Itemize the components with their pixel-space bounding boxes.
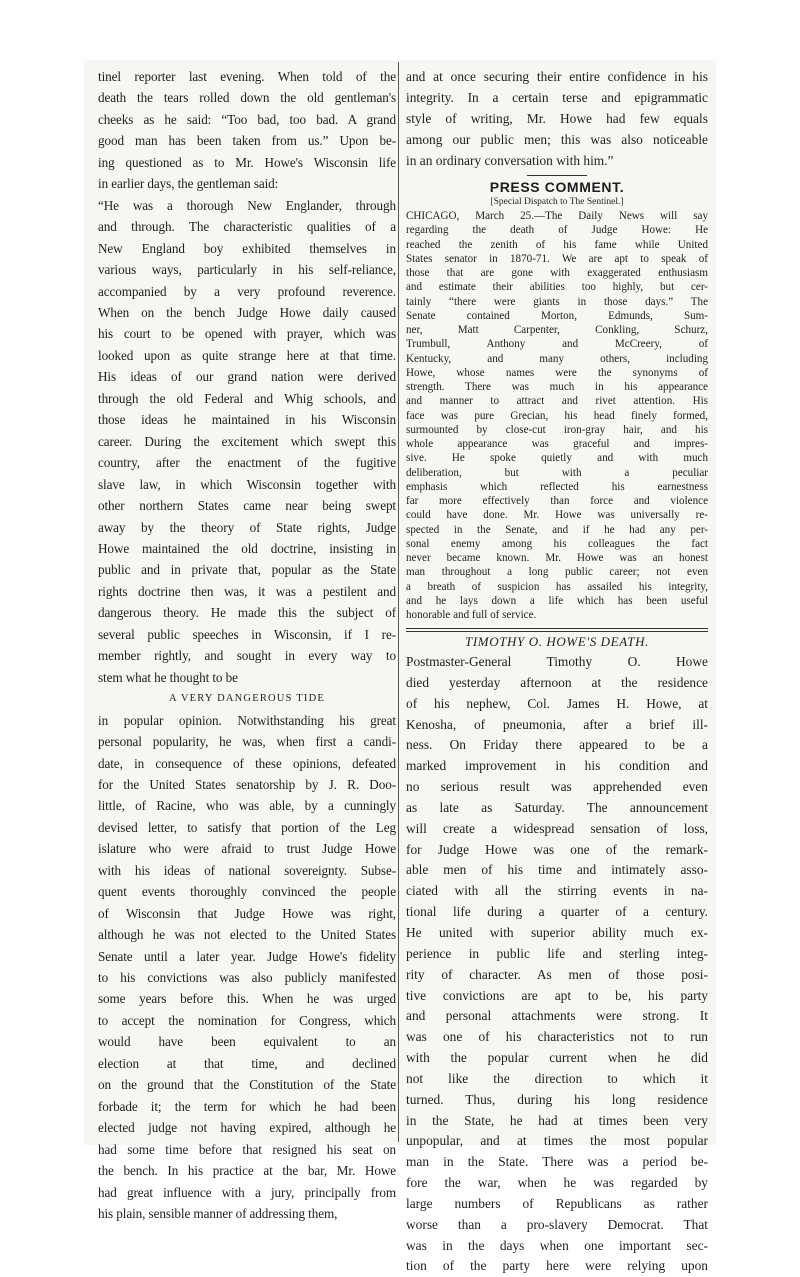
text-line: election at that time, and declined — [98, 1055, 396, 1071]
text-line: various ways, particularly in his self-reliance, — [98, 262, 396, 278]
text-line: of Wisconsin that Judge Howe was right, — [98, 905, 396, 921]
text-line: He united with superior ability much ex- — [406, 924, 708, 940]
text-line: little, of Racine, who was able, by a cunningly — [98, 798, 396, 814]
text-line: tinel reporter last evening. When told of the — [98, 69, 396, 84]
text-line: States senator in 1870-71. We are apt to speak of — [406, 252, 708, 265]
text-line: and at once securing their entire confidence in his — [406, 69, 708, 84]
dispatch-line: [Special Dispatch to The Sentinel.] — [490, 197, 624, 207]
section-divider — [527, 175, 587, 176]
text-line: for the United States senatorship by J. R. Doo- — [98, 776, 396, 792]
subheading-dangerous-tide: A VERY DANGEROUS TIDE — [169, 693, 325, 705]
text-line: died yesterday afternoon at the residence — [406, 674, 708, 690]
text-line: several public speeches in Wisconsin, if I re- — [98, 626, 396, 642]
text-line: Postmaster-General Timothy O. Howe — [406, 654, 708, 669]
text-line: marked improvement in his condition and — [406, 758, 708, 774]
text-line: Senate until a later year. Judge Howe's fidelity — [98, 948, 396, 964]
text-line: country, after the enactment of the fugitive — [98, 455, 396, 471]
text-line: his plain, sensible manner of addressing them, — [98, 1206, 338, 1222]
text-line: will create a widespread sensation of loss, — [406, 820, 708, 836]
text-line: cheeks as he said: “Too bad, too bad. A grand — [98, 111, 396, 127]
text-line: of his nephew, Col. James H. Howe, at — [406, 695, 708, 711]
text-line: was in the days when one important sec- — [406, 1237, 708, 1253]
text-line: a breath of suspicion has assailed his integrity, — [406, 580, 708, 593]
death-article-text — [406, 652, 708, 1277]
text-line: face was pure Grecian, his head finely formed, — [406, 409, 708, 422]
text-line: style of writing, Mr. Howe had few equals — [406, 111, 708, 126]
text-line: sive. He spoke quietly and with much — [406, 452, 708, 465]
text-line: stem what he thought to be — [98, 669, 238, 685]
press-comment-heading: PRESS COMMENT. — [489, 179, 625, 195]
text-line: to accept the nomination for Congress, which — [98, 1012, 396, 1028]
text-line: ner, Matt Carpenter, Conkling, Schurz, — [406, 324, 708, 336]
text-line: large numbers of Republicans as rather — [406, 1195, 708, 1211]
text-line: never became known. Mr. Howe was an honest — [406, 552, 708, 564]
text-line: regarding the death of Judge Howe: He — [406, 224, 708, 237]
text-line: with the popular current when he did — [406, 1050, 708, 1066]
text-line: unpopular, and at times the most popular — [406, 1133, 708, 1149]
text-line: good man has been taken from us.” Upon be- — [98, 133, 396, 149]
text-line: “He was a thorough New Englander, through — [98, 197, 396, 213]
text-line: on the ground that the Constitution of the State — [98, 1077, 396, 1093]
text-line: integrity. In a certain terse and epigrammatic — [406, 90, 708, 105]
text-line: ing questioned as to Mr. Howe's Wisconsin life — [98, 154, 396, 170]
text-line: some years before this. When he was urged — [98, 991, 396, 1007]
right-column-top — [406, 66, 708, 622]
text-line: able men of his time and intimately asso- — [406, 862, 708, 878]
left-column-text-a — [98, 66, 396, 688]
text-line: ciated with all the stirring events in na- — [406, 883, 708, 899]
text-line: spected in the Senate, and if he had any per- — [406, 523, 708, 536]
left-column-text-b — [98, 710, 396, 1225]
text-line: for Judge Howe was one of the remark- — [406, 841, 708, 857]
text-line: no serious result was apprehended even — [406, 779, 708, 795]
text-line: honorable and full of service. — [406, 609, 537, 621]
text-line: those ideas he maintained in his Wisconsin — [98, 412, 396, 428]
text-line: His ideas of our grand nation were derived — [98, 369, 396, 385]
text-line: New England boy exhibited themselves in — [98, 240, 396, 256]
text-line: date, in consequence of these opinions, defeated — [98, 755, 396, 771]
text-line: his court to be opened with prayer, which was — [98, 326, 396, 342]
text-line: dangerous theory. He made this the subject of — [98, 605, 396, 621]
text-line: in popular opinion. Notwithstanding his great — [98, 712, 396, 728]
text-line: death the tears rolled down the old gentleman's — [98, 90, 396, 106]
text-line: whole appearance was graceful and impres- — [406, 438, 708, 450]
text-line: worse than a pro-slavery Democrat. That — [406, 1216, 708, 1232]
text-line: tainly “there were giants in those days.” The — [406, 295, 708, 308]
text-line: in an ordinary conversation with him.” — [406, 153, 614, 168]
text-line: not like the direction to which it — [406, 1070, 708, 1086]
text-line: in the State, he had at times been very — [406, 1112, 708, 1128]
text-line: and estimate their abilities too highly, but cer- — [406, 281, 708, 294]
text-line: Trumbull, Anthony and McCreery, of — [406, 338, 708, 351]
text-line: rights doctrine then was, it was a pestilent and — [98, 583, 396, 599]
text-line: surmounted by close-cut iron-gray hair, and his — [406, 423, 708, 436]
text-line: away by the theory of State rights, Judge — [98, 519, 396, 535]
text-line: perience in public life and sterling integ- — [406, 945, 708, 961]
text-line: tive convictions are apt to be, his party — [406, 987, 708, 1003]
text-line: and manner to attract and rivet attention. His — [406, 395, 708, 408]
text-line: personal popularity, he was, when first a candi- — [98, 734, 396, 750]
text-line: sonal enemy among his colleagues the fact — [406, 537, 708, 550]
column-divider — [398, 62, 399, 1142]
text-line: as late as Saturday. The announcement — [406, 799, 708, 815]
text-line: far more effectively than force and violence — [406, 495, 708, 507]
text-line: When on the bench Judge Howe daily caused — [98, 304, 396, 320]
text-line: career. During the excitement which swept this — [98, 433, 396, 449]
text-line: turned. Thus, during his long residence — [406, 1091, 708, 1107]
text-line: in earlier days, the gentleman said: — [98, 176, 279, 192]
text-line: man in the State. There was a period be- — [406, 1154, 708, 1170]
right-column-bottom — [406, 628, 708, 1277]
text-line: through the old Federal and Whig schools, and — [98, 390, 396, 406]
left-column — [98, 66, 396, 1224]
text-line: quent events thoroughly convinced the people — [98, 884, 396, 900]
text-line: ness. On Friday there appeared to be a — [406, 737, 708, 753]
text-line: those that are gone with exaggerated enthusiasm — [406, 267, 708, 279]
text-line: member rightly, and sought in every way to — [98, 648, 396, 664]
text-line: emphasis which reflected his earnestness — [406, 480, 708, 493]
text-line: strength. There was much in his appearance — [406, 381, 708, 393]
text-line: accompanied by a very profound reverence. — [98, 283, 396, 299]
text-line: looked upon as quite strange here at that time. — [98, 347, 396, 363]
text-line: Howe maintained the old doctrine, insisting in — [98, 540, 396, 556]
text-line: deliberation, but with a peculiar — [406, 466, 708, 479]
text-line: was one of his characteristics not to run — [406, 1029, 708, 1045]
text-line: had great influence with a jury, principally from — [98, 1184, 396, 1200]
text-line: to his convictions was also publicly manifested — [98, 970, 396, 986]
text-line: had some time before that resigned his seat on — [98, 1141, 396, 1157]
text-line: tion of the party here were relying upon — [406, 1258, 708, 1274]
text-line: among our public men; this was also noticeable — [406, 132, 708, 147]
text-line: slave law, in which Wisconsin together with — [98, 476, 396, 492]
death-article-heading: TIMOTHY O. HOWE'S DEATH. — [465, 634, 649, 649]
text-line: and he lays down a life which has been useful — [406, 594, 708, 607]
text-line: with his ideas of national sovereignty. Subse- — [98, 862, 396, 878]
text-line: other northern States came near being swept — [98, 498, 396, 514]
text-line: elected judge not having expired, although he — [98, 1120, 396, 1136]
text-line: although he was not elected to the United States — [98, 927, 396, 943]
right-column-text-a — [406, 66, 708, 171]
text-line: and personal attachments were strong. It — [406, 1008, 708, 1024]
text-line: public and in private that, popular as the State — [98, 562, 396, 578]
text-line: the bench. In his practice at the bar, Mr. Howe — [98, 1163, 396, 1179]
text-line: forbade it; the term for which he had been — [98, 1098, 396, 1114]
press-comment-text — [406, 209, 708, 622]
text-line: islature who were afraid to trust Judge Howe — [98, 841, 396, 857]
text-line: would have been equivalent to an — [98, 1034, 396, 1050]
text-line: devised letter, to satisfy that portion of the Leg — [98, 819, 396, 835]
text-line: tional life during a quarter of a century. — [406, 904, 708, 920]
text-line: Senate contained Morton, Edmunds, Sum- — [406, 309, 708, 322]
text-line: CHICAGO, March 25.—The Daily News will say — [406, 210, 708, 222]
text-line: Kentucky, and many others, including — [406, 352, 708, 365]
text-line: reached the zenith of his fame while United — [406, 238, 708, 251]
text-line: Kenosha, of pneumonia, after a brief ill- — [406, 716, 708, 732]
text-line: and through. The characteristic qualities of a — [98, 219, 396, 235]
text-line: Howe, whose names were the synonyms of — [406, 366, 708, 379]
text-line: man throughout a long public career; not even — [406, 566, 708, 579]
text-line: could have done. Mr. Howe was universally re- — [406, 509, 708, 522]
text-line: rity of character. As men of those posi- — [406, 966, 708, 982]
text-line: fore the war, when he was regarded by — [406, 1175, 708, 1191]
